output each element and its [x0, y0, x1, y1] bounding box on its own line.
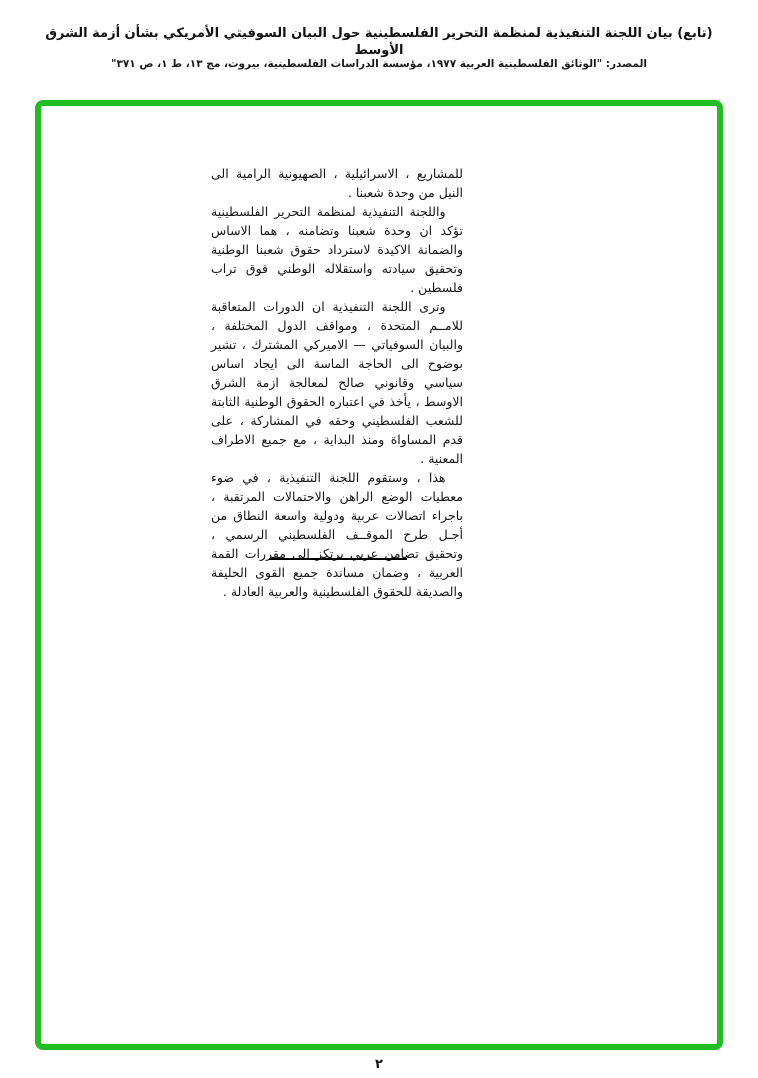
- document-frame: [35, 100, 723, 1050]
- paragraph: واللجنة التنفيذية لمنظمة التحرير الفلسطينية تؤكد ان وحدة شعبنا وتضامنه ، هما الاساس والضمانة الاكيدة لاسترداد حقوق شعبنا الوطنية وتحقيق سيادته واستقلاله الوطني فوق تراب فلسطين .: [211, 204, 463, 295]
- document-source-line: المصدر: "الوثائق الفلسطينية العربية ١٩٧٧، مؤسسة الدراسات الفلسطينية، بيروت، مج ١٣، ط ١، ص ٣٧١": [110, 58, 647, 70]
- section-divider: [269, 558, 407, 560]
- document-body-text: [211, 164, 463, 601]
- page-number: ٢: [375, 1057, 383, 1072]
- document-header-title: (تابع) بيان اللجنة التنفيذية لمنظمة التحرير الفلسطينية حول البيان السوفيتي الأمريكي بشأن أزمة الشرق الأوسط: [45, 26, 713, 58]
- paragraph: هذا ، وستقوم اللجنة التنفيذية ، في ضوء معطيات الوضع الراهن والاحتمالات المرتقبة ، باجراء اتصالات عربية ودولية واسعة النطاق من أجـل طرح الموقــف الفلسطيني الرسمي ، وتحقيق تضامن عربي يرتكز الى مقررات القمة العربية ، وضمان مساندة جميع القوى الحليفة والصديقة للحقوق الفلسطينية والعربية العادلة .: [211, 470, 463, 599]
- paragraph: للمشاريع ، الاسرائيلية ، الصهيونية الرامية الى النيل من وحدة شعبنا .: [211, 166, 463, 200]
- paragraph: وترى اللجنة التنفيذية ان الدورات المتعاقبة للامــم المتحدة ، ومواقف الدول المختلفة ، والبيان السوفياتي — الاميركي المشترك ، تشير بوضوح الى الحاجة الماسة الى ايجاد اساس سياسي وقانوني صالح لمعالجة ازمة الشرق الاوسط ، يأخذ في اعتباره الحقوق الوطنية الثابتة للشعب الفلسطيني وحقه في المشاركة ، على قدم المساواة ومنذ البداية ، مع جميع الاطراف المعنية .: [211, 299, 463, 466]
